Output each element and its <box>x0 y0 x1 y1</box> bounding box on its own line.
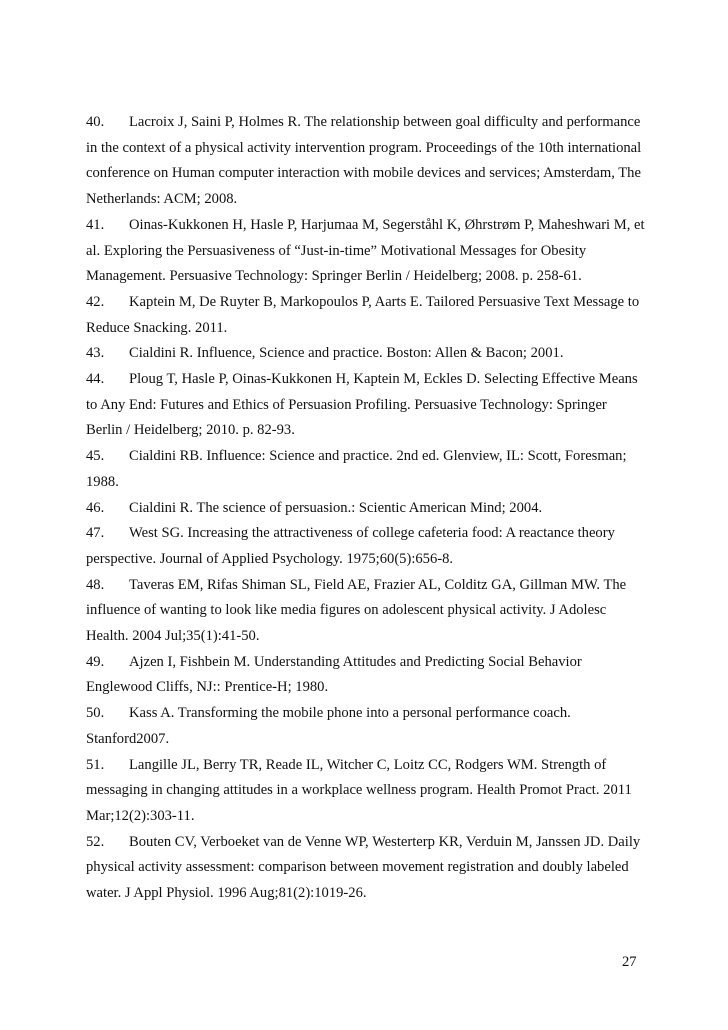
reference-text: Kass A. Transforming the mobile phone into a personal performance coach. Stanford2007. <box>86 705 571 747</box>
reference-text: Taveras EM, Rifas Shiman SL, Field AE, Frazier AL, Colditz GA, Gillman MW. The influence of wanting to look like media figures on adolescent physical activity. J Adolesc Health. 2004 Jul;35(1):41-50. <box>86 576 627 645</box>
reference-number: 52. <box>86 833 105 850</box>
reference-number: 46. <box>86 499 105 516</box>
reference-number: 51. <box>86 756 105 773</box>
reference-number: 43. <box>86 345 105 362</box>
page-number: 27 <box>622 954 637 970</box>
reference-number: 47. <box>86 525 105 542</box>
reference-item <box>86 830 646 907</box>
reference-list <box>86 110 646 907</box>
reference-text: Cialdini R. Influence, Science and practice. Boston: Allen & Bacon; 2001. <box>129 345 564 362</box>
reference-text: Lacroix J, Saini P, Holmes R. The relationship between goal difficulty and performance in the context of a physical activity intervention program. Proceedings of the 10th international conference on Human computer interaction with mobile devices and services; Amsterdam, The Netherlands: ACM; 2008. <box>86 114 642 208</box>
reference-text: West SG. Increasing the attractiveness of college cafeteria food: A reactance theory perspective. Journal of Applied Psychology. 1975;60(5):656-8. <box>86 525 615 567</box>
reference-item <box>86 444 646 495</box>
reference-item <box>86 573 646 650</box>
reference-item <box>86 701 646 752</box>
reference-text: Cialdini R. The science of persuasion.: Scientic American Mind; 2004. <box>129 499 543 516</box>
reference-number: 44. <box>86 371 105 388</box>
reference-item <box>86 341 646 367</box>
reference-text: Langille JL, Berry TR, Reade IL, Witcher C, Loitz CC, Rodgers WM. Strength of messaging in changing attitudes in a workplace wellness program. Health Promot Pract. 2011 Mar;12(2):303-11. <box>86 756 632 824</box>
reference-text: Bouten CV, Verboeket van de Venne WP, Westerterp KR, Verduin M, Janssen JD. Daily physical activity assessment: comparison between movement registration and doubly labeled water. J Appl Physiol. 1996 Aug;81(2):1019-26. <box>86 833 641 902</box>
reference-text: Cialdini RB. Influence: Science and practice. 2nd ed. Glenview, IL: Scott, Foresman; 1988. <box>86 448 627 490</box>
reference-text: Ajzen I, Fishbein M. Understanding Attitudes and Predicting Social Behavior Englewood Cliffs, NJ:: Prentice-H; 1980. <box>86 653 582 696</box>
reference-item <box>86 753 646 830</box>
reference-text: Kaptein M, De Ruyter B, Markopoulos P, Aarts E. Tailored Persuasive Text Message to Reduce Snacking. 2011. <box>86 293 640 336</box>
reference-item <box>86 290 646 341</box>
reference-item <box>86 110 646 213</box>
reference-number: 48. <box>86 576 105 593</box>
reference-number: 45. <box>86 448 105 465</box>
reference-item <box>86 367 646 444</box>
reference-text: Ploug T, Hasle P, Oinas-Kukkonen H, Kaptein M, Eckles D. Selecting Effective Means to Any End: Futures and Ethics of Persuasion Profiling. Persuasive Technology: Springer Berlin / Heidelberg; 2010. p. 82-93. <box>86 371 638 439</box>
reference-item <box>86 650 646 701</box>
reference-number: 42. <box>86 293 105 310</box>
reference-number: 49. <box>86 653 105 670</box>
reference-number: 40. <box>86 114 105 130</box>
reference-number: 50. <box>86 705 105 722</box>
reference-item <box>86 496 646 522</box>
reference-item <box>86 213 646 290</box>
reference-item <box>86 521 646 572</box>
reference-number: 41. <box>86 216 105 233</box>
reference-text: Oinas-Kukkonen H, Hasle P, Harjumaa M, Segerståhl K, Øhrstrøm P, Maheshwari M, et al. Exploring the Persuasiveness of “Just-in-time” Motivational Messages for Obesity Management. Persuasive Technology: Springer Berlin / Heidelberg; 2008. p. 258-61. <box>86 216 645 285</box>
